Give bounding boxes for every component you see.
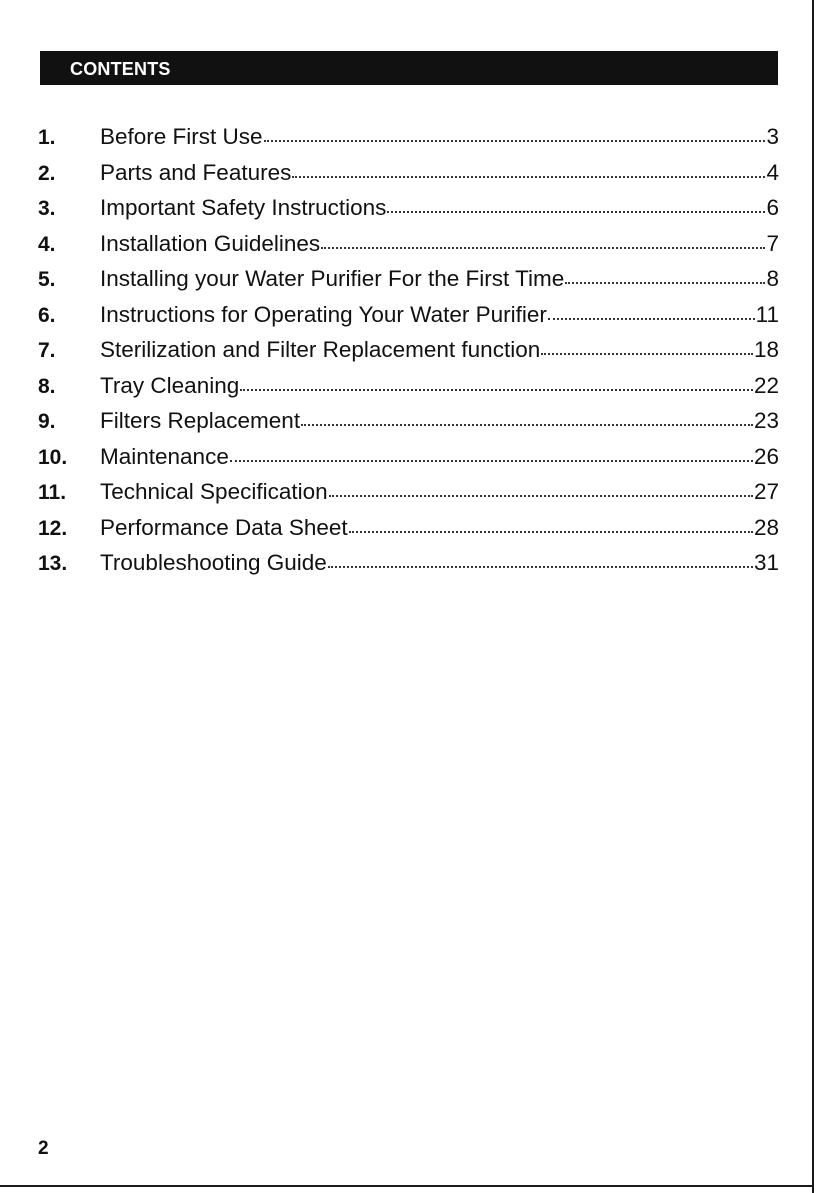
toc-entry[interactable]: [38, 332, 779, 368]
toc-entry[interactable]: [38, 510, 779, 546]
toc-entry[interactable]: [38, 403, 779, 439]
toc-entry-number: 5.: [38, 268, 56, 291]
dot-leader: [230, 460, 753, 462]
dot-leader: [548, 318, 755, 320]
toc-entry-number: 10.: [38, 445, 68, 469]
dot-leader: [264, 140, 766, 142]
toc-entry-page: 6: [766, 195, 779, 220]
toc-entry-page: 26: [753, 443, 779, 469]
toc-entry-number: 2.: [38, 161, 56, 185]
dot-leader: [301, 424, 753, 426]
toc-entry[interactable]: [38, 190, 779, 226]
toc-entry-title: Parts and Features: [100, 159, 292, 185]
toc-entry-page: 11: [755, 301, 779, 327]
toc-entry-number: 12.: [38, 516, 68, 540]
toc-entry-title: Troubleshooting Guide: [100, 550, 327, 575]
toc-entry-title: Tray Cleaning: [100, 372, 240, 398]
dot-leader: [541, 353, 753, 355]
toc-entry-title: Maintenance: [100, 443, 229, 469]
dot-leader: [292, 176, 765, 178]
toc-entry-title: Filters Replacement: [100, 408, 301, 433]
toc-entry-title: Technical Specification: [100, 479, 328, 504]
toc-entry[interactable]: [38, 261, 779, 297]
toc-entry-number: 13.: [38, 552, 68, 575]
toc-entry-title: Performance Data Sheet: [100, 514, 348, 540]
toc-entry[interactable]: [38, 155, 779, 191]
toc-entry-page: 23: [753, 408, 779, 433]
toc-entry[interactable]: [38, 226, 779, 262]
contents-title: CONTENTS: [70, 59, 171, 79]
toc-entry-number: 1.: [38, 126, 56, 149]
toc-entry-page: 31: [753, 550, 779, 575]
toc-entry[interactable]: [38, 297, 779, 333]
toc-entry-title: Sterilization and Filter Replacement function: [100, 337, 541, 362]
dot-leader: [387, 211, 765, 213]
toc-entry[interactable]: [38, 119, 779, 155]
toc-entry-title: Instructions for Operating Your Water Purifier: [100, 301, 547, 327]
toc-entry-page: 22: [753, 372, 779, 398]
dot-leader: [349, 531, 753, 533]
page-number: 2: [38, 1138, 49, 1159]
toc-entry-page: 8: [766, 266, 779, 291]
toc-entry-page: 4: [766, 159, 779, 185]
contents-header-bar: [40, 51, 778, 85]
toc-entry-title: Installation Guidelines: [100, 230, 321, 256]
toc-entry[interactable]: [38, 439, 779, 475]
dot-leader: [328, 566, 753, 568]
toc-entry[interactable]: [38, 474, 779, 510]
toc-entry-page: 28: [753, 514, 779, 540]
page-border-right: [812, 0, 814, 1193]
toc-entry[interactable]: [38, 368, 779, 404]
dot-leader: [329, 495, 753, 497]
toc-entry-page: 3: [766, 124, 779, 149]
toc-entry-number: 6.: [38, 303, 56, 327]
toc-entry[interactable]: [38, 545, 779, 581]
toc-entry-number: 11.: [38, 481, 67, 504]
toc-entry-page: 18: [753, 337, 779, 362]
dot-leader: [321, 247, 765, 249]
toc-entry-number: 3.: [38, 197, 56, 220]
dot-leader: [240, 389, 753, 391]
toc-entry-page: 27: [753, 479, 779, 504]
page-border-bottom: [0, 1185, 814, 1187]
toc-entry-title: Installing your Water Purifier For the First Time: [100, 266, 565, 291]
toc-entry-title: Important Safety Instructions: [100, 195, 387, 220]
toc-entry-number: 7.: [38, 339, 56, 362]
toc-entry-number: 9.: [38, 410, 56, 433]
toc-entry-number: 4.: [38, 232, 56, 256]
toc-entry-title: Before First Use: [100, 124, 263, 149]
table-of-contents: [38, 119, 779, 581]
toc-entry-page: 7: [766, 230, 779, 256]
dot-leader: [565, 282, 765, 284]
toc-entry-number: 8.: [38, 374, 56, 398]
